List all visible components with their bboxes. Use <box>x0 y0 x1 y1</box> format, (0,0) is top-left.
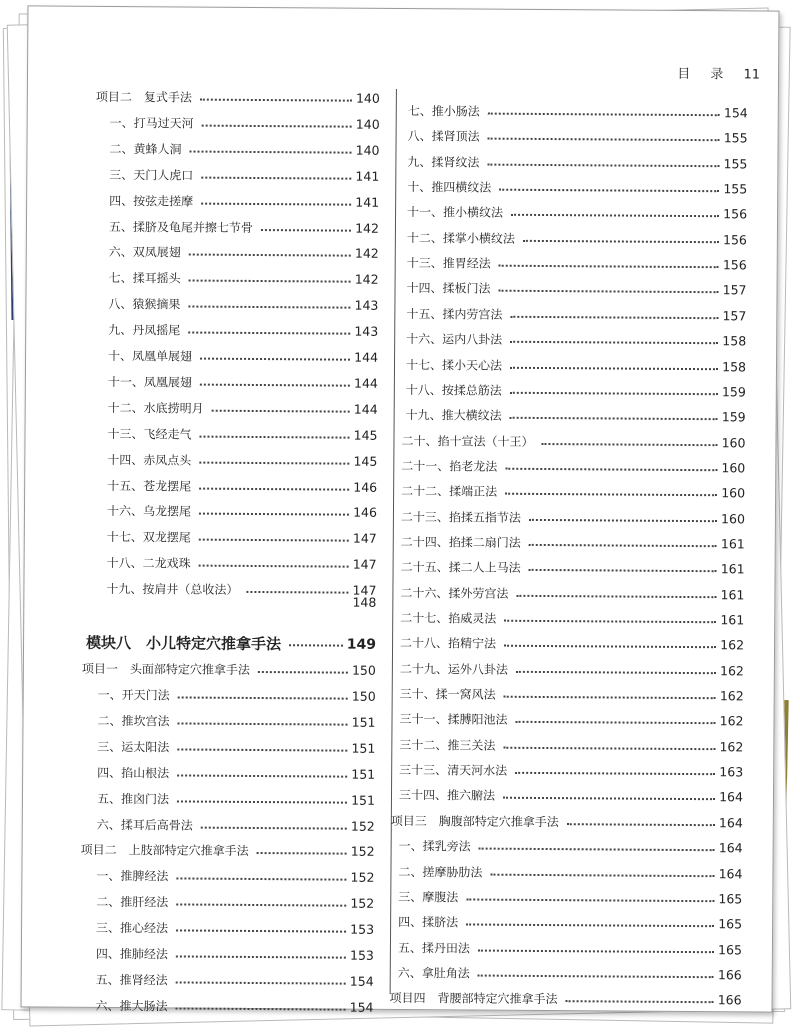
toc-leader-dots <box>488 113 720 117</box>
toc-leader-dots <box>488 138 720 142</box>
toc-leader-dots <box>176 981 346 984</box>
toc-entry-page: 162 <box>720 637 745 653</box>
toc-item-entry <box>109 238 379 262</box>
toc-module-entry <box>86 629 376 653</box>
toc-entry-page: 150 <box>351 662 376 678</box>
toc-item-entry <box>401 528 745 552</box>
toc-leader-dots <box>505 493 717 496</box>
toc-leader-dots <box>511 214 719 217</box>
toc-item-entry <box>109 161 379 185</box>
toc-item-entry <box>399 832 743 856</box>
toc-item-entry <box>108 394 378 418</box>
toc-entry-title: 十九、按肩井（总收法） <box>106 582 239 597</box>
toc-entry-page: 164 <box>718 815 743 831</box>
toc-entry-page: 153 <box>349 947 374 963</box>
toc-section-entry <box>81 836 375 860</box>
toc-leader-dots <box>541 443 717 446</box>
toc-leader-dots <box>516 721 716 724</box>
toc-entry-title: 九、揉肾纹法 <box>407 154 480 170</box>
header-page-number: 11 <box>743 67 761 83</box>
toc-leader-dots <box>510 341 718 344</box>
toc-entry-page: 147 <box>352 530 377 547</box>
toc-leader-dots <box>499 290 719 294</box>
toc-leader-dots <box>199 461 349 464</box>
toc-entry-page: 166 <box>717 967 742 983</box>
toc-entry-title: 三十二、推三关法 <box>399 737 496 753</box>
toc-leader-dots <box>490 873 714 877</box>
toc-entry-page: 140 <box>355 142 380 158</box>
toc-entry-title: 四、按弦走搓摩 <box>109 193 194 209</box>
toc-entry-title: 项目二 复式手法 <box>95 89 192 105</box>
toc-entry-page: 152 <box>350 869 375 886</box>
toc-entry-title: 十二、水底捞明月 <box>107 400 204 416</box>
toc-item-entry <box>407 198 747 222</box>
toc-entry-title: 九、丹凤摇尾 <box>108 323 181 338</box>
toc-leader-dots <box>188 306 350 309</box>
toc-entry-page: 161 <box>720 536 745 552</box>
toc-entry-page: 143 <box>354 323 379 339</box>
toc-entry-page: 160 <box>721 510 745 527</box>
toc-leader-dots <box>199 487 349 490</box>
toc-leader-dots <box>200 99 352 102</box>
toc-entry-title: 十六、运内八卦法 <box>406 332 503 347</box>
toc-entry-title: 十五、苍龙摆尾 <box>107 478 192 494</box>
toc-entry-title: 十四、赤凤点头 <box>107 452 192 468</box>
toc-entry-page: 165 <box>718 891 743 907</box>
toc-item-entry <box>107 549 377 573</box>
toc-leader-dots <box>258 671 348 674</box>
toc-leader-dots <box>478 974 714 978</box>
toc-item-entry <box>398 959 742 983</box>
toc-entry-page: 158 <box>722 358 747 374</box>
toc-page <box>21 5 780 1015</box>
toc-entry-title: 五、揉丹田法 <box>397 940 471 956</box>
toc-entry-title: 二十二、揉端正法 <box>401 484 498 499</box>
toc-leader-dots <box>499 265 719 269</box>
toc-section-entry <box>390 984 742 1008</box>
toc-leader-dots <box>516 594 716 597</box>
toc-entry-title: 七、揉耳摇头 <box>108 271 181 286</box>
toc-entry-title: 项目四 背腰部特定穴推拿手法 <box>389 991 558 1007</box>
toc-item-entry <box>107 497 377 521</box>
toc-entry-title: 十六、乌龙摆尾 <box>106 504 192 519</box>
toc-leader-dots <box>289 644 343 646</box>
toc-item-entry <box>406 300 746 324</box>
toc-entry-page: 166 <box>717 992 742 1008</box>
toc-entry-page: 165 <box>718 916 743 932</box>
toc-entry-page: 159 <box>721 409 746 425</box>
toc-section-entry <box>96 83 380 107</box>
toc-item-entry <box>109 187 379 211</box>
toc-leader-dots <box>189 254 351 257</box>
toc-item-entry <box>96 914 374 938</box>
toc-leader-dots <box>212 409 350 412</box>
toc-entry-page: 157 <box>722 282 747 298</box>
toc-item-entry <box>406 351 746 375</box>
toc-item-entry <box>407 173 747 197</box>
toc-entry-page: 145 <box>353 453 378 469</box>
toc-item-entry <box>97 784 375 808</box>
toc-entry-title: 项目一 头面部特定穴推拿手法 <box>81 661 250 678</box>
toc-entry-page: 150 <box>351 688 376 704</box>
toc-entry-title: 三、推心经法 <box>96 920 169 936</box>
toc-entry-page: 156 <box>722 231 747 248</box>
toc-entry-title: 二十五、揉二人上马法 <box>400 560 521 576</box>
toc-leader-dots <box>199 565 349 568</box>
toc-entry-page: 155 <box>723 130 748 146</box>
toc-entry-title: 六、双凤展翅 <box>108 245 181 260</box>
toc-entry-title: 十五、揉内劳宫法 <box>406 306 503 322</box>
toc-item-entry <box>398 908 742 932</box>
toc-item-entry <box>408 97 748 121</box>
toc-leader-dots <box>515 772 715 775</box>
toc-entry-page: 162 <box>719 713 744 729</box>
toc-leader-dots <box>504 620 716 623</box>
toc-entry-title: 八、猿猴摘果 <box>108 297 181 312</box>
toc-entry-page: 144 <box>353 375 378 391</box>
toc-item-entry <box>108 290 378 314</box>
toc-item-entry <box>97 733 375 757</box>
toc-entry-title: 一、揉乳旁法 <box>398 839 471 854</box>
toc-entry-page: 161 <box>720 561 745 577</box>
toc-entry-page: 152 <box>350 895 375 912</box>
toc-entry-title: 十二、揉掌小横纹法 <box>406 230 515 246</box>
toc-entry-page: 147 <box>352 556 377 573</box>
toc-entry-page: 158 <box>722 333 747 349</box>
toc-leader-dots <box>567 823 715 826</box>
toc-leader-dots <box>176 930 346 933</box>
toc-entry-title: 一、推脾经法 <box>96 869 169 884</box>
toc-entry-title: 四、揉脐法 <box>398 915 459 930</box>
toc-entry-title: 十四、揉板门法 <box>406 281 491 297</box>
toc-entry-page: 151 <box>351 766 376 782</box>
toc-entry-page: 151 <box>351 714 376 730</box>
toc-entry-page: 140 <box>355 90 380 106</box>
toc-leader-dots <box>201 176 351 179</box>
toc-entry-title: 二、推肝经法 <box>96 895 169 910</box>
toc-entry-page: 154 <box>723 105 748 121</box>
toc-entry-page: 157 <box>722 308 747 324</box>
toc-leader-dots <box>466 924 714 928</box>
toc-item-entry <box>399 756 743 780</box>
toc-leader-dots <box>261 229 351 232</box>
toc-leader-dots <box>503 746 715 749</box>
toc-leader-dots <box>177 748 347 751</box>
toc-entry-title: 十九、推大横纹法 <box>405 408 502 423</box>
toc-leader-dots <box>199 513 349 516</box>
toc-item-entry <box>107 523 377 547</box>
toc-item-entry <box>407 224 747 248</box>
toc-entry-page: 154 <box>349 973 374 989</box>
toc-entry-page: 141 <box>355 168 380 184</box>
toc-entry-title: 二、推坎宫法 <box>97 713 170 729</box>
toc-item-entry <box>97 707 375 731</box>
toc-leader-dots <box>200 383 350 386</box>
toc-leader-dots <box>510 417 718 420</box>
toc-item-entry <box>401 477 745 501</box>
toc-leader-dots <box>505 468 717 471</box>
toc-entry-page: 142 <box>355 220 380 236</box>
toc-leader-dots <box>199 539 349 542</box>
toc-entry-title: 三、摩腹法 <box>398 889 459 905</box>
header-title: 目 录 <box>677 66 732 83</box>
toc-leader-dots <box>201 826 347 829</box>
toc-item-entry <box>97 759 375 783</box>
toc-leader-dots <box>510 316 718 319</box>
toc-entry-title: 十一、凤凰展翅 <box>107 374 192 390</box>
toc-entry-title: 六、拿肚角法 <box>397 965 470 981</box>
toc-section-entry <box>82 655 376 679</box>
toc-item-entry <box>106 587 376 611</box>
toc-leader-dots <box>201 202 351 205</box>
toc-entry-title: 二十一、掐老龙法 <box>401 458 498 474</box>
toc-item-entry <box>399 705 743 729</box>
toc-entry-title: 六、揉耳后高骨法 <box>96 817 193 833</box>
toc-item-entry <box>398 883 742 907</box>
toc-item-entry <box>406 274 746 298</box>
toc-leader-dots <box>504 696 716 699</box>
toc-entry-page: 160 <box>721 460 746 476</box>
toc-leader-dots <box>503 797 715 800</box>
toc-entry-page: 160 <box>721 485 746 501</box>
toc-leader-dots <box>189 280 351 283</box>
toc-entry-title: 十、推四横纹法 <box>407 180 492 195</box>
toc-entry-title: 五、推囟门法 <box>96 791 170 806</box>
toc-entry-page: 144 <box>354 349 379 365</box>
toc-leader-dots <box>177 800 347 803</box>
toc-leader-dots <box>504 645 716 648</box>
toc-leader-dots <box>257 852 347 855</box>
toc-entry-page: 140 <box>355 116 380 132</box>
toc-entry-page: 148 <box>352 594 377 610</box>
toc-entry-title: 二、黄蜂人洞 <box>109 141 182 157</box>
toc-leader-dots <box>478 949 714 953</box>
toc-leader-dots <box>188 332 350 335</box>
toc-item-entry <box>398 857 742 881</box>
toc-leader-dots <box>190 150 352 153</box>
toc-entry-page: 151 <box>351 792 376 808</box>
toc-item-entry <box>109 264 379 288</box>
toc-item-entry <box>107 471 377 495</box>
toc-entry-title: 模块八 小儿特定穴推拿手法 <box>85 633 282 654</box>
toc-item-entry <box>400 579 744 603</box>
toc-item-entry <box>400 655 744 679</box>
toc-entry-title: 二十七、掐威灵法 <box>400 611 497 626</box>
toc-entry-page: 142 <box>354 271 379 288</box>
toc-leader-dots <box>176 878 346 881</box>
toc-entry-page: 162 <box>719 688 744 704</box>
toc-leader-dots <box>487 163 719 167</box>
toc-item-entry <box>399 731 743 755</box>
toc-entry-page: 155 <box>723 181 748 197</box>
toc-leader-dots <box>566 1000 714 1003</box>
toc-entry-page: 146 <box>353 505 378 521</box>
toc-leader-dots <box>178 696 348 699</box>
toc-entry-title: 三十、揉一窝风法 <box>399 687 496 702</box>
toc-entry-title: 项目二 上肢部特定穴推拿手法 <box>80 843 249 859</box>
toc-entry-title: 二十三、掐揉五指节法 <box>400 509 522 525</box>
toc-item-entry <box>109 135 379 159</box>
toc-entry-title: 八、揉肾顶法 <box>407 129 480 144</box>
toc-entry-title: 一、开天门法 <box>97 687 170 703</box>
toc-leader-dots <box>466 898 714 902</box>
toc-leader-dots <box>479 848 715 852</box>
toc-item-entry <box>96 888 374 912</box>
toc-entry-title: 十八、按揉总筋法 <box>405 382 502 398</box>
toc-entry-title: 十、凤凰单展翅 <box>108 348 193 364</box>
toc-item-entry <box>407 148 747 172</box>
toc-entry-page: 156 <box>722 257 747 273</box>
toc-item-entry <box>96 940 374 964</box>
toc-entry-page: 160 <box>721 434 746 450</box>
toc-entry-title: 二十八、掐精宁法 <box>400 636 497 652</box>
toc-entry-page: 153 <box>350 921 375 937</box>
toc-entry-page: 156 <box>723 206 748 222</box>
toc-item-entry <box>401 553 745 577</box>
page-header <box>677 63 760 83</box>
toc-entry-page: 162 <box>719 662 744 679</box>
toc-item-entry <box>108 368 378 392</box>
toc-leader-dots <box>202 124 352 127</box>
toc-leader-dots <box>200 358 350 361</box>
toc-entry-page: 146 <box>353 479 378 495</box>
toc-entry-title: 二、搓摩胁肋法 <box>398 864 483 880</box>
toc-entry-title: 一、打马过天河 <box>109 115 194 131</box>
toc-item-entry <box>95 992 373 1016</box>
toc-entry-page: 163 <box>719 764 744 780</box>
toc-entry-page: 145 <box>353 427 378 443</box>
toc-entry-title: 五、推肾经法 <box>95 972 168 988</box>
toc-leader-dots <box>510 392 718 395</box>
toc-entry-page: 143 <box>354 297 379 314</box>
toc-entry-title: 二十六、揉外劳宫法 <box>400 585 509 601</box>
toc-section-entry <box>391 807 743 831</box>
toc-entry-title: 五、揉脐及龟尾并擦七节骨 <box>108 219 254 235</box>
toc-entry-title: 七、推小肠法 <box>407 104 480 119</box>
toc-entry-page: 164 <box>719 789 744 805</box>
toc-entry-title: 六、推大肠法 <box>95 998 168 1014</box>
toc-entry-page: 152 <box>350 844 375 860</box>
toc-item-entry <box>399 781 743 805</box>
toc-entry-page: 149 <box>346 636 377 653</box>
toc-item-entry <box>98 681 376 705</box>
toc-entry-title: 二十四、掐揉二扇门法 <box>400 534 521 550</box>
toc-entry-title: 三十三、清天河水法 <box>399 763 508 778</box>
toc-item-entry <box>401 452 745 476</box>
toc-item-entry <box>400 629 744 653</box>
toc-entry-page: 162 <box>719 738 744 755</box>
toc-item-entry <box>406 401 746 425</box>
toc-leader-dots <box>529 569 717 572</box>
toc-item-entry <box>398 934 742 958</box>
toc-entry-page: 164 <box>718 865 743 881</box>
toc-entry-title: 十七、揉小天心法 <box>405 357 503 373</box>
toc-entry-page: 159 <box>721 384 746 400</box>
toc-leader-dots <box>499 189 719 193</box>
toc-entry-title: 十一、推小横纹法 <box>407 205 504 221</box>
toc-entry-title: 十八、二龙戏珠 <box>106 556 191 571</box>
toc-item-entry <box>97 810 375 834</box>
toc-entry-page: 161 <box>720 586 745 603</box>
toc-entry-page: 161 <box>720 612 745 628</box>
toc-item-entry <box>406 376 746 400</box>
toc-entry-title: 三、天门人虎口 <box>109 167 194 183</box>
toc-entry-title: 四、推肺经法 <box>95 946 168 962</box>
toc-leader-dots <box>176 955 346 958</box>
toc-entry-title: 三十四、推六腑法 <box>398 788 496 804</box>
toc-leader-dots <box>529 544 717 547</box>
toc-leader-dots <box>176 904 346 907</box>
toc-entry-title: 十三、推胃经法 <box>406 256 491 271</box>
toc-item-entry <box>408 122 748 146</box>
toc-entry-title: 项目三 胸腹部特定穴推拿手法 <box>390 813 559 829</box>
toc-entry-title: 四、掐山根法 <box>97 765 170 781</box>
toc-item-entry <box>400 680 744 704</box>
toc-leader-dots <box>176 1007 346 1010</box>
toc-item-entry <box>96 966 374 990</box>
toc-item-entry <box>107 446 377 470</box>
toc-item-entry <box>108 342 378 366</box>
toc-item-entry <box>108 316 378 340</box>
toc-leader-dots <box>529 518 717 521</box>
toc-leader-dots <box>177 774 347 777</box>
toc-entry-page: 165 <box>718 941 742 957</box>
toc-item-entry <box>401 427 745 451</box>
toc-entry-page: 151 <box>351 740 376 756</box>
toc-entry-page: 141 <box>355 194 380 210</box>
toc-leader-dots <box>516 671 716 674</box>
toc-entry-page: 164 <box>718 840 743 856</box>
column-divider <box>390 89 397 994</box>
toc-item-entry <box>401 503 745 527</box>
toc-entry-title: 三、运太阳法 <box>97 739 170 755</box>
toc-entry-page: 147 <box>352 582 377 598</box>
toc-entry-page: 142 <box>354 246 379 262</box>
toc-item-entry <box>110 109 380 133</box>
toc-entry-title: 二十、掐十宣法（十王） <box>401 433 534 449</box>
toc-item-entry <box>96 862 374 886</box>
toc-leader-dots <box>178 722 348 725</box>
toc-entry-page: 155 <box>723 155 748 172</box>
toc-item-entry <box>407 249 747 273</box>
toc-entry-page: 154 <box>349 999 374 1015</box>
toc-leader-dots <box>510 366 718 369</box>
toc-entry-title: 十三、飞经走气 <box>107 426 192 442</box>
toc-leader-dots <box>200 435 350 438</box>
toc-entry-title: 十七、双龙摆尾 <box>106 530 191 545</box>
toc-leader-dots <box>523 240 719 243</box>
toc-item-entry <box>400 604 744 628</box>
toc-item-entry <box>406 325 746 349</box>
toc-item-entry <box>107 420 377 444</box>
toc-item-entry <box>109 212 379 236</box>
toc-entry-title: 二十九、运外八卦法 <box>399 661 508 677</box>
toc-entry-title: 三十一、揉膊阳池法 <box>399 712 508 728</box>
toc-entry-page: 144 <box>353 401 378 417</box>
toc-entry-page: 152 <box>350 818 375 834</box>
